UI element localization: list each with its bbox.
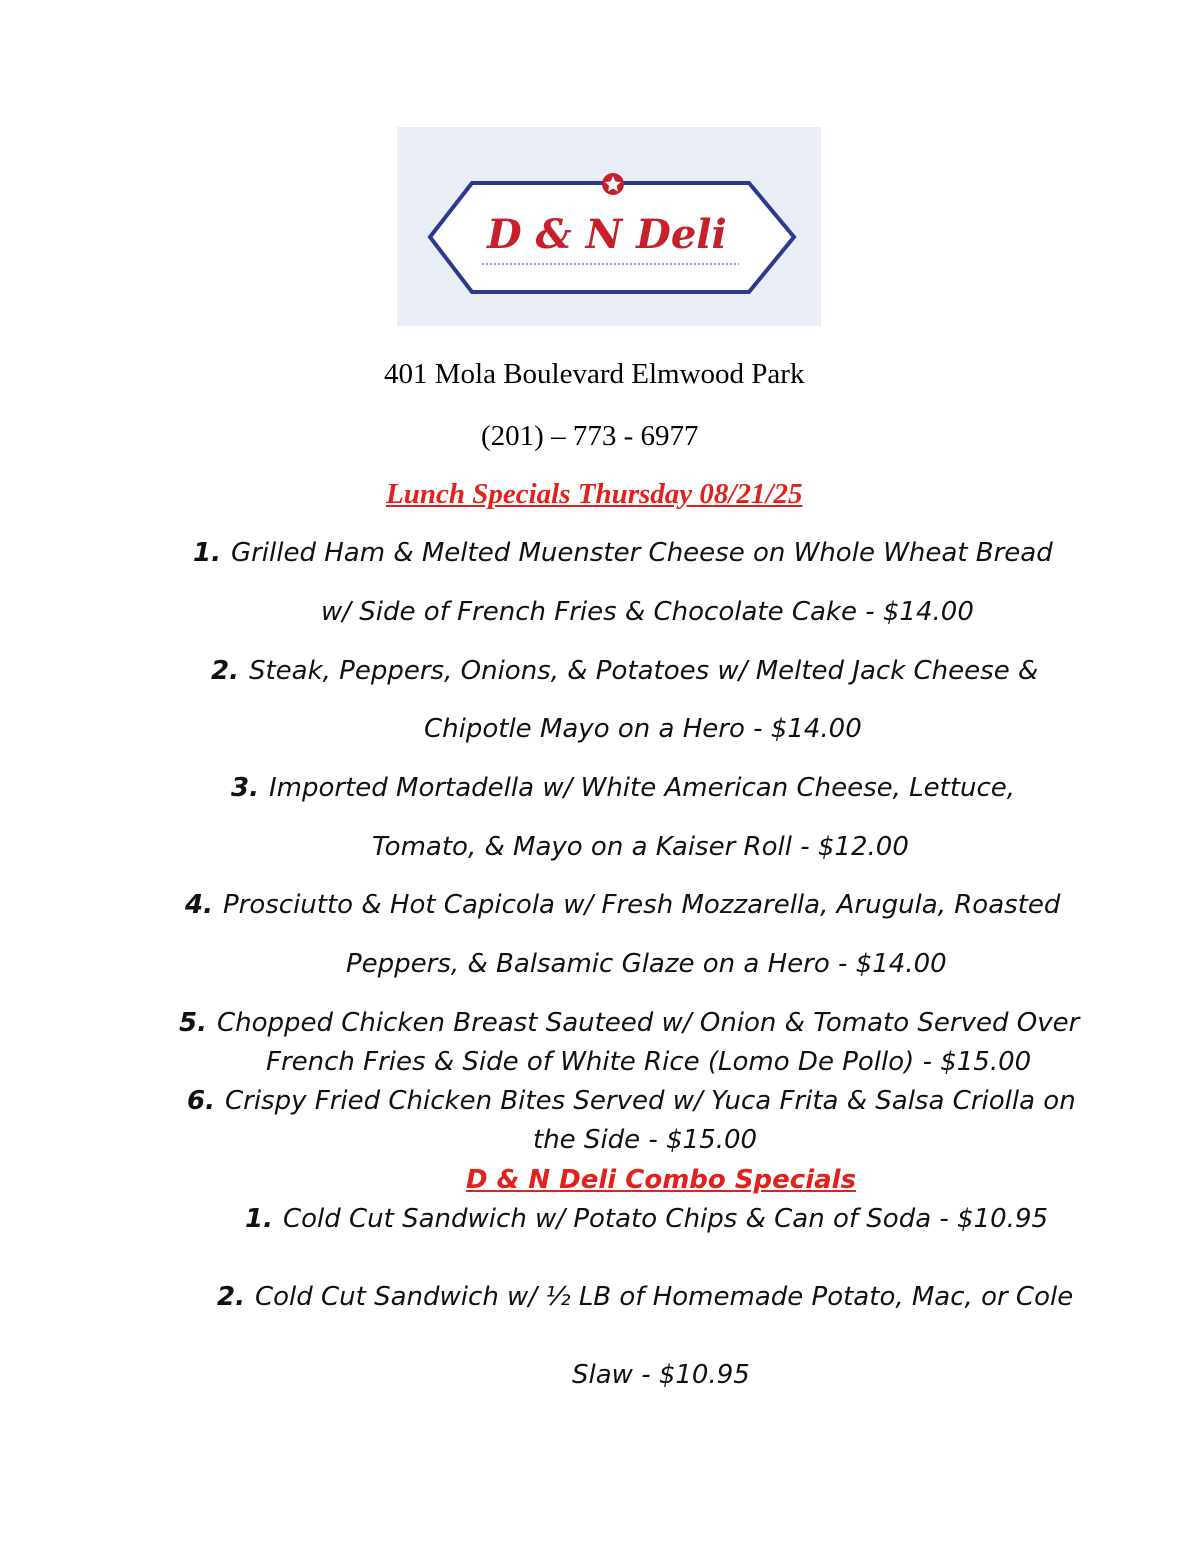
special-1-line-2: w/ Side of French Fries & Chocolate Cake - $14.00	[321, 597, 974, 627]
address: 401 Mola Boulevard Elmwood Park	[384, 358, 805, 390]
special-number: 6.	[187, 1086, 215, 1116]
special-number: 4.	[185, 890, 213, 920]
special-text: Steak, Peppers, Onions, & Potatoes w/ Melted Jack Cheese &	[248, 656, 1039, 686]
combo-text: Cold Cut Sandwich w/ ½ LB of Homemade Potato, Mac, or Cole	[254, 1282, 1074, 1312]
special-2-line-1	[211, 656, 1038, 686]
special-6-line-1	[187, 1086, 1076, 1116]
special-6-line-2: the Side - $15.00	[533, 1125, 758, 1155]
special-1-line-1	[193, 538, 1053, 568]
special-number: 2.	[211, 656, 239, 686]
combo-2-line-2: Slaw - $10.95	[572, 1360, 750, 1390]
star-icon	[602, 173, 624, 195]
special-4-line-2: Peppers, & Balsamic Glaze on a Hero - $14.00	[346, 949, 947, 979]
combo-number: 1.	[245, 1204, 273, 1234]
special-2-line-2: Chipotle Mayo on a Hero - $14.00	[424, 714, 862, 744]
special-3-line-2: Tomato, & Mayo on a Kaiser Roll - $12.00	[372, 832, 909, 862]
special-4-line-1	[185, 890, 1060, 920]
combo-2-line-1	[217, 1282, 1073, 1312]
special-text: Grilled Ham & Melted Muenster Cheese on Whole Wheat Bread	[230, 538, 1053, 568]
special-text: Crispy Fried Chicken Bites Served w/ Yuca Frita & Salsa Criolla on	[224, 1086, 1076, 1116]
combo-1-line-1	[245, 1204, 1048, 1234]
special-text: Prosciutto & Hot Capicola w/ Fresh Mozzarella, Arugula, Roasted	[222, 890, 1061, 920]
special-5-line-2: French Fries & Side of White Rice (Lomo De Pollo) - $15.00	[266, 1047, 1032, 1077]
special-5-line-1	[179, 1008, 1079, 1038]
logo-graphic	[397, 127, 821, 326]
phone-number: (201) – 773 - 6977	[481, 420, 699, 452]
combo-number: 2.	[217, 1282, 245, 1312]
combo-text: Cold Cut Sandwich w/ Potato Chips & Can of Soda - $10.95	[282, 1204, 1049, 1234]
special-text: Imported Mortadella w/ White American Cheese, Lettuce,	[268, 773, 1016, 803]
special-3-line-1	[231, 773, 1015, 803]
special-text: Chopped Chicken Breast Sauteed w/ Onion & Tomato Served Over	[216, 1008, 1080, 1038]
special-number: 3.	[231, 773, 259, 803]
combo-specials-title: D & N Deli Combo Specials	[466, 1165, 857, 1195]
logo-text: D & N Deli	[487, 211, 727, 258]
special-number: 1.	[193, 538, 221, 568]
logo	[397, 127, 821, 326]
lunch-specials-title: Lunch Specials Thursday 08/21/25	[386, 478, 803, 510]
special-number: 5.	[179, 1008, 207, 1038]
